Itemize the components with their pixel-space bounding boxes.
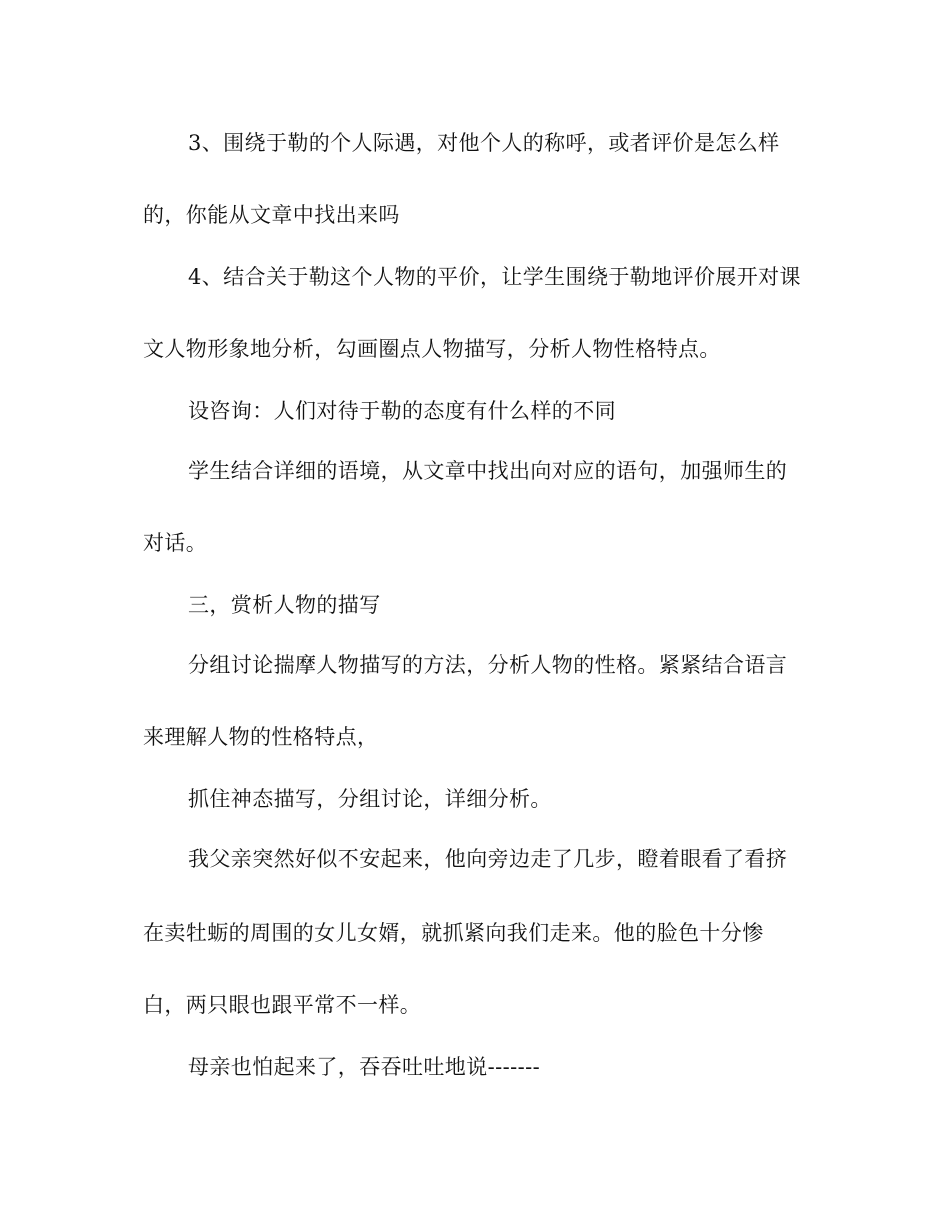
quote-line: 母亲也怕起来了，吞吞吐吐地说------- <box>188 1055 541 1079</box>
text-line: 抓住神态描写，分组讨论，详细分析。 <box>188 787 552 811</box>
text-line: 的，你能从文章中找出来吗 <box>143 203 400 227</box>
text-line: 3、围绕于勒的个人际遇，对他个人的称呼，或者评价是怎么样 <box>188 131 780 155</box>
text-line: 文人物形象地分析，勾画圈点人物描写，分析人物性格特点。 <box>143 337 721 361</box>
text-line: 分组讨论揣摩人物描写的方法，分析人物的性格。紧紧结合语言 <box>188 653 788 677</box>
text-line: 4、结合关于勒这个人物的平价，让学生围绕于勒地评价展开对课 <box>188 265 801 289</box>
quote-line: 我父亲突然好似不安起来，他向旁边走了几步，瞪着眼看了看挤 <box>188 847 788 871</box>
text-line: 设咨询：人们对待于勒的态度有什么样的不同 <box>188 399 616 423</box>
text-line: 学生结合详细的语境，从文章中找出向对应的语句，加强师生的 <box>188 459 788 483</box>
text-line: 来理解人物的性格特点， <box>143 725 379 749</box>
section-heading: 三，赏析人物的描写 <box>188 593 381 617</box>
quote-line: 在卖牡蛎的周围的女儿女婿，就抓紧向我们走来。他的脸色十分惨 <box>143 921 764 945</box>
quote-line: 白，两只眼也跟平常不一样。 <box>143 993 422 1017</box>
text-line: 对话。 <box>143 531 208 555</box>
